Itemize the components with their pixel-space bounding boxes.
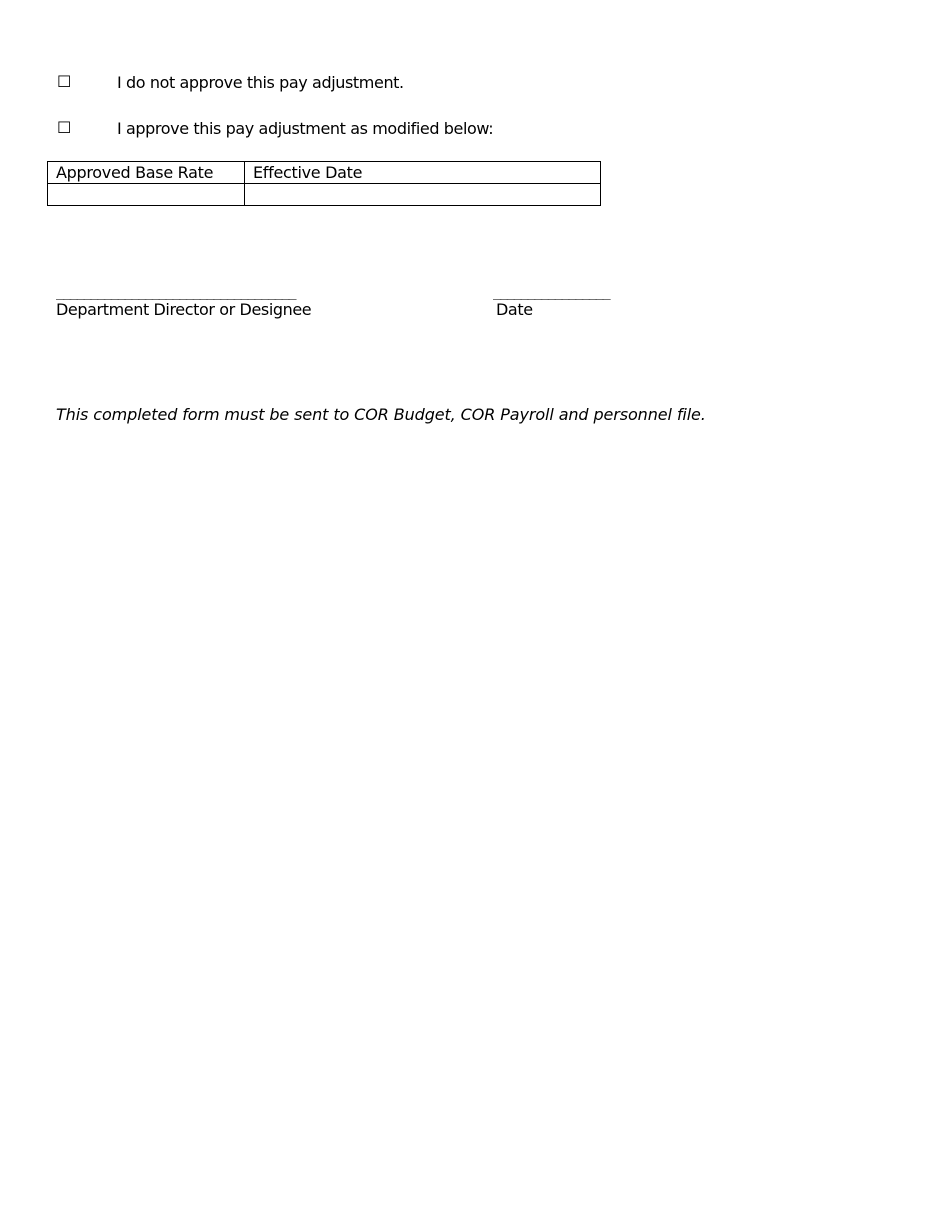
table-header-row [48,162,601,184]
cell-effective-date[interactable] [245,184,601,206]
option-label-do-not-approve: I do not approve this pay adjustment. [117,72,404,92]
header-approved-base-rate: Approved Base Rate [48,162,245,184]
checkbox-do-not-approve[interactable]: ☐ [57,72,72,91]
date-signature-line[interactable]: _________________ [493,284,610,300]
table-row [48,184,601,206]
header-effective-date: Effective Date [245,162,601,184]
routing-note: This completed form must be sent to COR Budget, COR Payroll and personnel file. [56,405,706,424]
option-do-not-approve[interactable] [57,70,404,94]
option-approve-modified[interactable] [57,116,493,140]
date-label: Date [496,300,533,319]
approved-rate-table [47,161,601,206]
option-label-approve-modified: I approve this pay adjustment as modified below: [117,118,494,138]
director-signature-label: Department Director or Designee [56,300,312,319]
cell-approved-base-rate[interactable] [48,184,245,206]
director-signature-line[interactable]: ___________________________________ [56,284,296,300]
checkbox-approve-modified[interactable]: ☐ [57,118,72,137]
